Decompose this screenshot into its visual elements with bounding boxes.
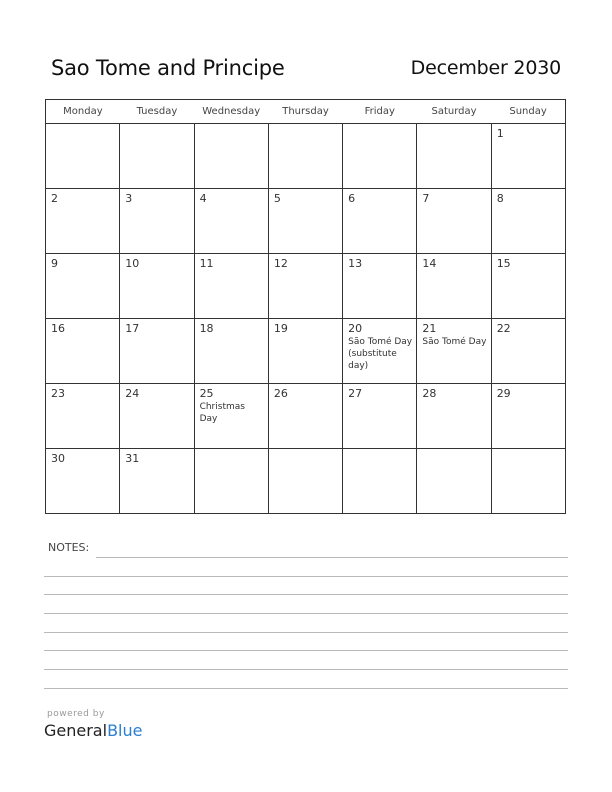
day-number: 15: [496, 257, 511, 270]
day-cell: [194, 449, 268, 514]
weekday-header: Monday: [46, 100, 120, 124]
day-cell: [417, 189, 491, 254]
week-row: [46, 384, 566, 449]
day-cell: [343, 449, 417, 514]
day-cell: [46, 189, 120, 254]
notes-line: [44, 613, 568, 614]
day-cell: [268, 449, 342, 514]
day-number: 13: [348, 257, 363, 270]
weekday-header-row: [46, 100, 566, 124]
day-number: 10: [125, 257, 140, 270]
week-row: [46, 189, 566, 254]
weekday-header: Thursday: [268, 100, 342, 124]
day-number: 28: [422, 387, 437, 400]
day-cell: [343, 124, 417, 189]
day-number: 12: [273, 257, 288, 270]
week-row: [46, 124, 566, 189]
day-cell: [120, 124, 194, 189]
day-cell: [417, 319, 491, 384]
day-cell: [46, 254, 120, 319]
day-cell: [120, 449, 194, 514]
day-number: 22: [496, 322, 511, 335]
brand-general: General: [44, 721, 108, 740]
notes-label: NOTES:: [48, 541, 90, 554]
day-cell: [417, 384, 491, 449]
weekday-header: Saturday: [417, 100, 491, 124]
day-number: 25: [199, 387, 214, 400]
day-cell: [343, 319, 417, 384]
day-cell: [417, 449, 491, 514]
day-number: 3: [125, 192, 133, 205]
day-cell: [194, 384, 268, 449]
day-cell: [491, 189, 565, 254]
day-cell: [491, 384, 565, 449]
day-number: 11: [199, 257, 214, 270]
day-cell: [46, 384, 120, 449]
day-cell: [417, 254, 491, 319]
day-number: 31: [125, 452, 140, 465]
generalblue-logo[interactable]: [44, 721, 142, 740]
day-number: 9: [51, 257, 58, 270]
notes-line: [44, 632, 568, 633]
day-cell: [268, 319, 342, 384]
day-cell: [46, 449, 120, 514]
day-cell: [120, 319, 194, 384]
day-number: 5: [273, 192, 281, 205]
day-number: 4: [199, 192, 207, 205]
brand-blue: Blue: [107, 721, 143, 740]
weekday-header: Wednesday: [194, 100, 268, 124]
day-number: 20: [348, 322, 363, 335]
day-cell: [194, 254, 268, 319]
day-number: 24: [125, 387, 140, 400]
week-row: [46, 254, 566, 319]
day-cell: [46, 124, 120, 189]
day-number: 8: [496, 192, 504, 205]
day-number: 23: [51, 387, 65, 400]
day-cell: [491, 254, 565, 319]
day-cell: [120, 254, 194, 319]
holiday-label: São Tomé Day (substitute day): [348, 337, 413, 371]
month-year-title: December 2030: [410, 57, 561, 79]
day-number: 30: [51, 452, 65, 465]
day-number: 6: [348, 192, 356, 205]
day-number: 14: [422, 257, 437, 270]
weekday-header: Friday: [343, 100, 417, 124]
day-number: 16: [51, 322, 65, 335]
powered-by-text: powered by: [47, 709, 105, 719]
day-cell: [268, 189, 342, 254]
day-number: 26: [273, 387, 288, 400]
day-number: 18: [199, 322, 214, 335]
week-row: [46, 319, 566, 384]
day-cell: [194, 189, 268, 254]
day-number: 2: [51, 192, 58, 205]
holiday-label: São Tomé Day: [422, 337, 487, 347]
notes-line: [96, 557, 568, 558]
weekday-header: Tuesday: [120, 100, 194, 124]
day-cell: [343, 254, 417, 319]
day-cell: [343, 189, 417, 254]
day-cell: [46, 319, 120, 384]
week-row: [46, 449, 566, 514]
notes-line: [44, 650, 568, 651]
day-cell: [491, 449, 565, 514]
day-cell: [417, 124, 491, 189]
day-number: 17: [125, 322, 140, 335]
notes-line: [44, 669, 568, 670]
country-title: Sao Tome and Principe: [51, 56, 285, 80]
day-number: 27: [348, 387, 363, 400]
day-cell: [268, 124, 342, 189]
day-number: 19: [273, 322, 288, 335]
weekday-header: Sunday: [491, 100, 565, 124]
day-cell: [120, 189, 194, 254]
day-cell: [120, 384, 194, 449]
day-number: 1: [496, 127, 504, 140]
calendar-grid: [45, 99, 566, 514]
day-number: 29: [496, 387, 511, 400]
day-cell: [194, 319, 268, 384]
day-cell: [268, 384, 342, 449]
day-cell: [194, 124, 268, 189]
day-number: 21: [422, 322, 437, 335]
day-cell: [268, 254, 342, 319]
day-cell: [491, 319, 565, 384]
notes-line: [44, 594, 568, 595]
day-number: 7: [422, 192, 430, 205]
notes-line: [44, 688, 568, 689]
holiday-label: Christmas Day: [199, 402, 245, 424]
day-cell: [491, 124, 565, 189]
notes-line: [44, 576, 568, 577]
day-cell: [343, 384, 417, 449]
